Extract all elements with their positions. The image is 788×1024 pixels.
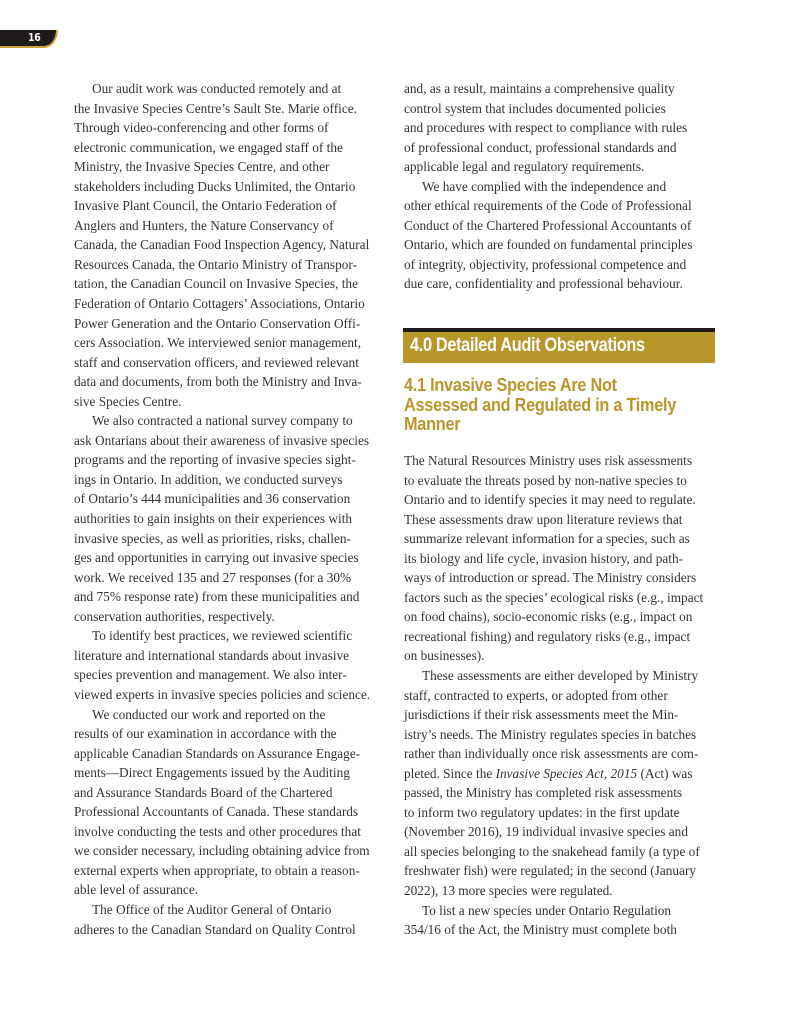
text-line-with-italic [404,764,720,784]
text-line: Professional Accountants of Canada. These standards [74,804,359,820]
text-line: Ministry, the Invasive Species Centre, and other [74,159,330,175]
text-line: and Assurance Standards Board of the Chartered [74,784,333,800]
text-line: To list a new species under Ontario Regulation [422,902,672,918]
text-line: data and documents, from both the Ministry and Inva- [74,374,362,390]
text-line: work. We received 135 and 27 responses (for a 30% [74,569,352,585]
text-line: Canada, the Canadian Food Inspection Agency, Natural [74,237,370,253]
text-line: and procedures with respect to compliance with rules [404,120,688,136]
text-line: and 75% response rate) from these municipalities and [74,589,360,605]
text-line: its biology and life cycle, invasion history, and path- [404,550,684,566]
text-line: due care, confidentiality and professional behaviour. [404,276,683,292]
text-line: jurisdictions if their risk assessments meet the Min- [404,707,679,723]
text-line: sive Species Centre. [74,393,182,409]
right-column-top [404,79,716,294]
text-segment: pleted. Since the [404,765,496,781]
text-line: Through video-conferencing and other forms of [74,120,329,136]
text-line: cers Association. We interviewed senior management, [74,335,362,351]
text-line: istry’s needs. The Ministry regulates species in batches [404,726,697,742]
text-line: programs and the reporting of invasive species sight- [74,452,356,468]
text-line: ask Ontarians about their awareness of invasive species [74,432,370,448]
text-line: We conducted our work and reported on the [92,706,326,722]
text-line: applicable legal and regulatory requirements. [404,159,645,175]
text-line: summarize relevant information for a species, such as [404,531,690,547]
text-line: control system that includes documented policies [404,100,666,116]
page-number: 16 [28,31,41,44]
text-line: The Office of the Auditor General of Ontario [92,901,332,917]
text-line: on food chains), socio-economic risks (e.g., impact on [404,609,693,625]
text-line: of Ontario’s 444 municipalities and 36 conservation [74,491,351,507]
text-line: Resources Canada, the Ontario Ministry of Transpor- [74,256,357,272]
text-line: of professional conduct, professional standards and [404,139,677,155]
text-line: and, as a result, maintains a comprehensive quality [404,81,675,96]
text-line: of integrity, objectivity, professional competence and [404,256,687,272]
text-line: adheres to the Canadian Standard on Quality Control [74,921,356,937]
text-line: to inform two regulatory updates: in the first update [404,804,680,820]
text-line: on businesses). [404,648,485,664]
text-line: we consider necessary, including obtaining advice from [74,843,370,859]
text-line: These assessments are either developed by Ministry [422,668,699,684]
text-line: rather than individually once risk assessments are com- [404,746,699,762]
text-line: We have complied with the independence and [422,178,667,194]
left-column [74,79,382,939]
text-line: These assessments draw upon literature reviews that [404,511,683,527]
right-column-bottom [404,451,720,940]
text-line: tation, the Canadian Council on Invasive Species, the [74,276,358,292]
text-line: 354/16 of the Act, the Ministry must complete both [404,922,677,938]
text-line: staff, contracted to experts, or adopted from other [404,687,668,703]
text-line: 2022), 13 more species were regulated. [404,883,613,899]
subsection-heading-line: Assessed and Regulated in a Timely [404,393,677,415]
text-line: Power Generation and the Ontario Conservation Offi- [74,315,361,331]
text-line: viewed experts in invasive species policies and science. [74,686,371,702]
text-line: other ethical requirements of the Code of Professional [404,198,692,214]
text-line: ges and opportunities in carrying out invasive species [74,550,359,566]
text-line: external experts when appropriate, to obtain a reason- [74,862,360,878]
text-line: species prevention and management. We also inter- [74,667,347,683]
text-line: applicable Canadian Standards on Assurance Engage- [74,745,361,761]
page-number-tab [0,30,58,48]
subsection-heading-line: Manner [404,413,461,434]
text-line: We also contracted a national survey company to [92,413,353,429]
text-line: recreational fishing) and regulatory risks (e.g., impact [404,628,691,644]
text-line: Ontario, which are founded on fundamental principles [404,237,693,253]
text-line: stakeholders including Ducks Unlimited, the Ontario [74,178,356,194]
text-line: staff and conservation officers, and reviewed relevant [74,354,359,370]
text-line: the Invasive Species Centre’s Sault Ste. Marie office. [74,100,357,116]
text-line: Our audit work was conducted remotely and at [92,81,342,96]
text-line: ments—Direct Engagements issued by the Auditing [74,765,350,781]
section-title: 4.0 Detailed Audit Observations [410,335,645,356]
text-line: ings in Ontario. In addition, we conducted surveys [74,471,343,487]
text-line: ways of introduction or spread. The Ministry considers [404,570,697,586]
text-line: involve conducting the tests and other procedures that [74,823,361,839]
text-line: results of our examination in accordance with the [74,726,337,742]
text-line: The Natural Resources Ministry uses risk assessments [404,453,693,468]
text-line: freshwater fish) were regulated; in the second (January [404,863,697,879]
text-line: electronic communication, we engaged staff of the [74,139,343,155]
text-line: literature and international standards about invasive [74,647,350,663]
text-segment: (Act) was [637,765,693,781]
text-line: factors such as the species’ ecological risks (e.g., impact [404,589,704,605]
text-line: Invasive Plant Council, the Ontario Federation of [74,198,337,214]
text-line: invasive species, as well as priorities, risks, challen- [74,530,351,546]
subsection-heading [404,375,694,434]
text-line: (November 2016), 19 individual invasive species and [404,824,688,840]
text-line: Federation of Ontario Cottagers’ Associations, Ontario [74,296,365,312]
text-line: all species belonging to the snakehead family (a type of [404,843,700,859]
text-line: conservation authorities, respectively. [74,608,275,624]
section-banner [403,328,715,363]
text-line: To identify best practices, we reviewed scientific [92,628,353,644]
text-line: Conduct of the Chartered Professional Accountants of [404,217,692,233]
text-line: Ontario and to identify species it may need to regulate. [404,492,696,508]
text-line: to evaluate the threats posed by non-native species to [404,472,687,488]
subsection-heading-line: 4.1 Invasive Species Are Not [404,374,617,395]
text-line: authorities to gain insights on their experiences with [74,511,353,527]
text-line: Anglers and Hunters, the Nature Conservancy of [74,217,334,233]
act-title-italic: Invasive Species Act, 2015 [495,765,638,781]
text-line: passed, the Ministry has completed risk assessments [404,785,683,801]
text-line: able level of assurance. [74,882,199,898]
